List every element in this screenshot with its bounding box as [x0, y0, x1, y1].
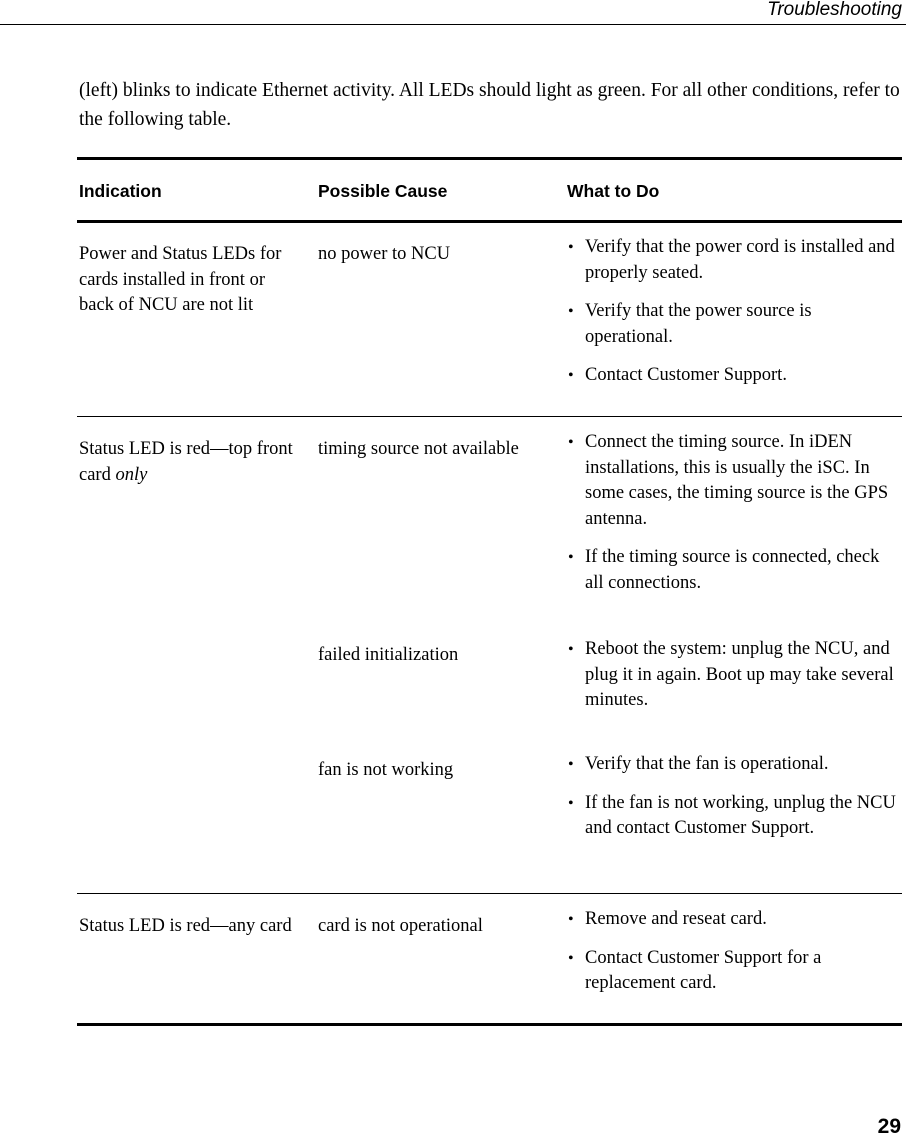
cause-cell: no power to NCU — [318, 244, 451, 264]
indication-text: Status LED is red—top front card — [79, 439, 293, 485]
indication-cell: Status LED is red—any card — [79, 916, 292, 936]
indication-cell: Power and Status LEDs for cards installed in front or back of NCU are not lit — [79, 244, 282, 315]
action-text: Contact Customer Support. — [585, 365, 787, 385]
list-item — [567, 637, 902, 714]
bullet-icon: • — [568, 949, 574, 967]
action-list — [567, 907, 902, 997]
action-text: Verify that the fan is operational. — [585, 754, 829, 774]
action-text: Contact Customer Support for a replacement card. — [585, 947, 822, 993]
bullet-icon: • — [568, 367, 574, 384]
indication-cell — [79, 437, 304, 488]
action-text: Remove and reseat card. — [585, 909, 767, 929]
action-list — [567, 235, 902, 389]
bullet-icon: • — [568, 434, 574, 451]
cause-cell: fan is not working — [318, 760, 454, 780]
list-item — [567, 363, 902, 389]
section-title: Troubleshooting — [767, 0, 902, 20]
list-item — [567, 946, 902, 997]
bullet-icon: • — [568, 794, 574, 812]
action-text: Connect the timing source. In iDEN installations, this is usually the iSC. In some cases, the timing source is the GPS antenna. — [585, 432, 889, 529]
row-divider — [77, 416, 902, 417]
action-list — [567, 637, 902, 714]
cause-cell: failed initialization — [318, 645, 459, 665]
column-header-what-to-do: What to Do — [567, 181, 660, 201]
header-rule — [0, 24, 906, 25]
page-number: 29 — [877, 1115, 901, 1138]
intro-paragraph: (left) blinks to indicate Ethernet activity. All LEDs should light as green. For all other conditions, refer to the following table. — [79, 80, 900, 130]
bullet-icon: • — [568, 641, 574, 658]
header-bottom-rule — [77, 220, 902, 223]
column-header-possible-cause: Possible Cause — [318, 181, 448, 201]
action-text: If the fan is not working, unplug the NCU and contact Customer Support. — [585, 792, 896, 838]
bullet-icon: • — [568, 549, 574, 566]
list-item — [567, 907, 902, 933]
bullet-icon: • — [568, 756, 574, 773]
action-text: If the timing source is connected, check all connections. — [585, 547, 880, 593]
bullet-icon: • — [568, 303, 574, 320]
action-list — [567, 752, 902, 842]
list-item — [567, 430, 902, 532]
cause-cell: timing source not available — [318, 439, 519, 459]
table-bottom-rule — [77, 1023, 902, 1026]
column-header-indication: Indication — [79, 181, 162, 201]
action-text: Reboot the system: unplug the NCU, and plug it in again. Boot up may take several minutes. — [585, 639, 894, 710]
bullet-icon: • — [568, 911, 574, 928]
list-item — [567, 752, 902, 778]
action-list — [567, 430, 902, 596]
list-item — [567, 299, 902, 350]
table-top-rule — [77, 157, 902, 160]
bullet-icon: • — [568, 239, 574, 256]
list-item — [567, 545, 902, 596]
action-text: Verify that the power source is operational. — [585, 301, 812, 347]
list-item — [567, 235, 902, 286]
indication-emphasis: only — [115, 464, 148, 485]
list-item — [567, 791, 902, 842]
row-divider — [77, 893, 902, 894]
action-text: Verify that the power cord is installed and properly seated. — [585, 237, 895, 283]
cause-cell: card is not operational — [318, 916, 483, 936]
